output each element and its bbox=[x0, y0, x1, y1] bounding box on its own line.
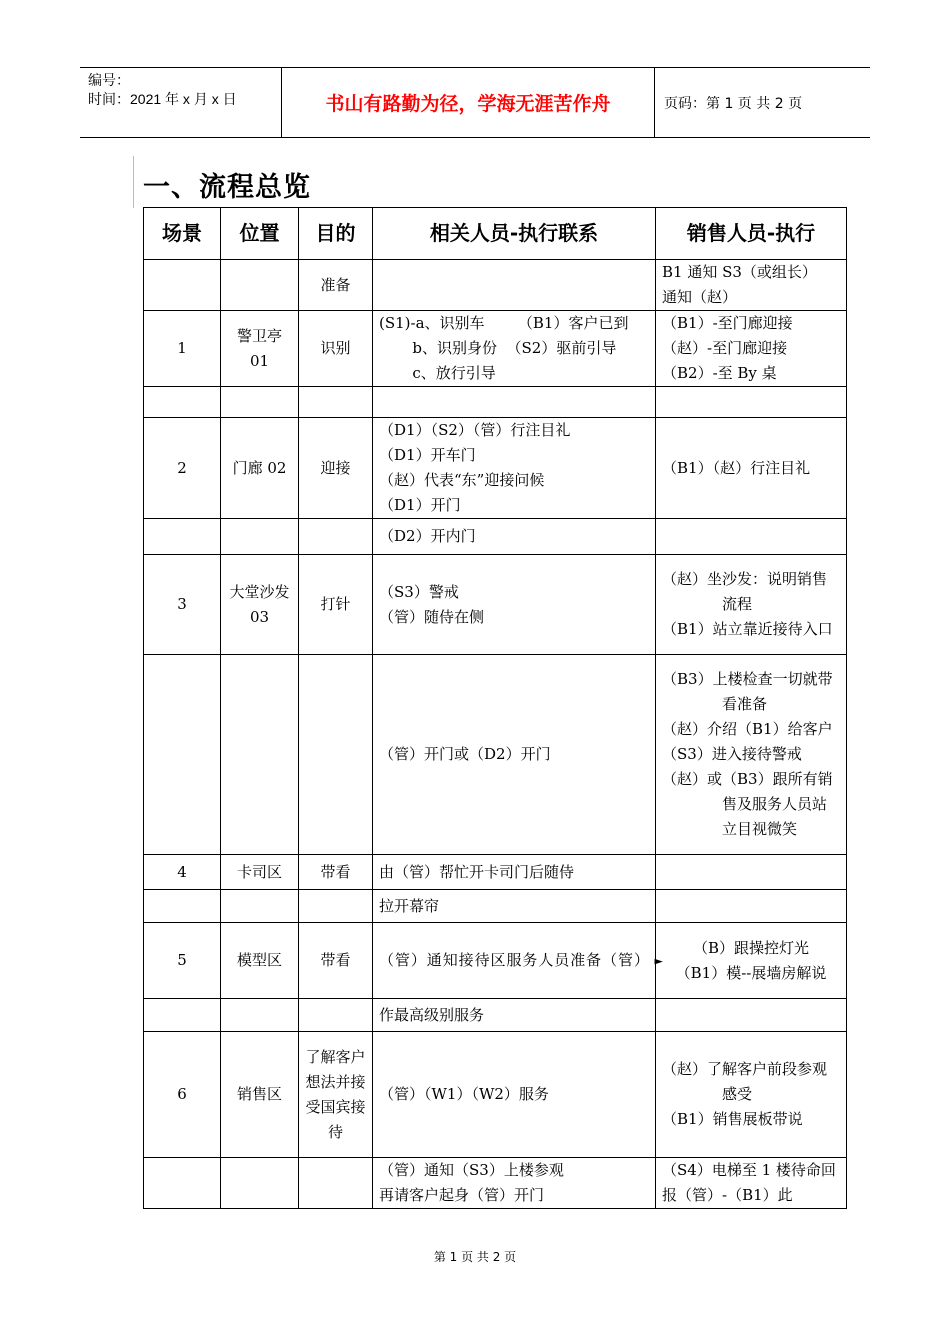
related-line: （管）随侍在侧 bbox=[379, 607, 485, 626]
related-cell bbox=[373, 1158, 656, 1209]
related-line: c、放行引导 bbox=[379, 364, 496, 382]
header-motto: 书山有路勤为径，学海无涯苦作舟 bbox=[282, 68, 655, 137]
scene-cell: 3 bbox=[144, 555, 221, 655]
location-cell bbox=[221, 519, 299, 555]
related-line: （管）通知接待区服务人员准备（管） bbox=[379, 951, 649, 969]
table-row bbox=[144, 655, 847, 855]
sales-cell bbox=[656, 1158, 847, 1209]
related-line: (S1)-a、识别车 （B1）客户已到 bbox=[379, 314, 629, 332]
location-cell bbox=[221, 418, 299, 519]
scene-cell: 1 bbox=[144, 311, 221, 387]
location-cell bbox=[221, 555, 299, 655]
sales-line: （B2）-至 By 桌 bbox=[662, 364, 777, 382]
sales-line: 通知（赵） bbox=[662, 288, 738, 306]
purpose-cell bbox=[299, 999, 373, 1032]
table-row bbox=[144, 418, 847, 519]
col-header-sales: 销售人员-执行 bbox=[656, 208, 847, 260]
table-row bbox=[144, 555, 847, 655]
purpose-cell bbox=[299, 387, 373, 418]
header-meta bbox=[80, 68, 282, 137]
related-line: （赵）代表“东”迎接问候 bbox=[379, 471, 545, 489]
sales-cell bbox=[656, 311, 847, 387]
related-cell bbox=[373, 311, 656, 387]
location-cell bbox=[221, 260, 299, 311]
location-cell bbox=[221, 999, 299, 1032]
sales-cell bbox=[656, 260, 847, 311]
scene-cell bbox=[144, 890, 221, 923]
sales-line: B1 通知 S3（或组长） bbox=[662, 263, 817, 281]
purpose-cell bbox=[299, 890, 373, 923]
scene-cell bbox=[144, 519, 221, 555]
time-label: 时间：2021 年 x 月 x 日 bbox=[88, 91, 237, 107]
sales-line: （S4）电梯至 1 楼待命回报（管）-（B1）此 bbox=[662, 1161, 836, 1204]
table-row bbox=[144, 1032, 847, 1158]
related-cell bbox=[373, 655, 656, 855]
col-header-scene: 场景 bbox=[144, 208, 221, 260]
sales-line: （赵）介绍（B1）给客户 bbox=[662, 720, 833, 738]
scene-cell bbox=[144, 655, 221, 855]
related-cell bbox=[373, 260, 656, 311]
location-cell: 卡司区 bbox=[221, 855, 299, 890]
location-cell: 警卫亭 01 bbox=[221, 311, 299, 387]
table-row bbox=[144, 387, 847, 418]
purpose-cell bbox=[299, 519, 373, 555]
scene-cell: 6 bbox=[144, 1032, 221, 1158]
related-line: （D2）开内门 bbox=[379, 527, 476, 545]
sales-line: （赵）了解客户前段参观感受 bbox=[662, 1060, 828, 1103]
scene-cell: 5 bbox=[144, 923, 221, 999]
location-text: 门廊 02 bbox=[232, 458, 287, 477]
table-row bbox=[144, 890, 847, 923]
location-cell bbox=[221, 387, 299, 418]
purpose-cell: 准备 bbox=[299, 260, 373, 311]
section-title: 一、流程总览 bbox=[143, 172, 311, 203]
arrow-right-icon: ► bbox=[654, 954, 663, 967]
scene-cell: 2 bbox=[144, 418, 221, 519]
related-line: （D1）开车门 bbox=[379, 446, 476, 464]
table-row bbox=[144, 260, 847, 311]
table-row bbox=[144, 1158, 847, 1209]
related-line: 由（管）帮忙开卡司门后随侍 bbox=[379, 862, 575, 881]
related-line: （管）通知（S3）上楼参观 bbox=[379, 1161, 564, 1179]
purpose-cell: 打针 bbox=[299, 555, 373, 655]
related-cell bbox=[373, 1032, 656, 1158]
sales-line: （B1）（赵）行注目礼 bbox=[662, 458, 811, 477]
related-cell bbox=[373, 855, 656, 890]
sales-cell bbox=[656, 855, 847, 890]
related-cell bbox=[373, 890, 656, 923]
scene-cell bbox=[144, 1158, 221, 1209]
page-footer: 第 1 页 共 2 页 bbox=[433, 1250, 517, 1264]
sales-line: （B1）模--展墙房解说 bbox=[675, 963, 827, 982]
sales-line: （B1）-至门廊迎接 bbox=[662, 314, 793, 332]
location-cell: 销售区 bbox=[221, 1032, 299, 1158]
col-header-purpose: 目的 bbox=[299, 208, 373, 260]
purpose-text: 了解客户想法并接受国宾接待 bbox=[305, 1047, 366, 1141]
location-cell bbox=[221, 890, 299, 923]
sales-line: （赵）或（B3）跟所有销售及服务人员站立目视微笑 bbox=[662, 770, 833, 838]
related-cell bbox=[373, 418, 656, 519]
sales-line: （B1）站立靠近接待入口 bbox=[662, 620, 833, 638]
related-line: （D1）开门 bbox=[379, 496, 461, 514]
scene-cell bbox=[144, 999, 221, 1032]
flow-table bbox=[143, 207, 847, 1209]
sales-line: （赵）-至门廊迎接 bbox=[662, 339, 788, 357]
section-marker-line bbox=[133, 156, 134, 208]
scene-cell bbox=[144, 260, 221, 311]
sales-cell bbox=[656, 1032, 847, 1158]
sales-cell bbox=[656, 923, 847, 999]
sales-line: （B3）上楼检查一切就带看准备 bbox=[662, 670, 833, 713]
location-cell bbox=[221, 655, 299, 855]
related-cell bbox=[373, 555, 656, 655]
table-row bbox=[144, 999, 847, 1032]
table-row bbox=[144, 855, 847, 890]
purpose-cell: 迎接 bbox=[299, 418, 373, 519]
number-label: 编号： bbox=[88, 72, 130, 88]
scene-cell bbox=[144, 387, 221, 418]
related-line: （D1）（S2）（管）行注目礼 bbox=[379, 421, 571, 439]
col-header-related: 相关人员-执行联系 bbox=[373, 208, 656, 260]
purpose-cell: 带看 bbox=[299, 923, 373, 999]
header-page-label: 页码：第 1 页 共 2 页 bbox=[664, 95, 803, 112]
sales-cell bbox=[656, 555, 847, 655]
table-row bbox=[144, 923, 847, 999]
related-line: 再请客户起身（管）开门 bbox=[379, 1186, 545, 1204]
sales-line: （S3）进入接待警戒 bbox=[662, 745, 802, 763]
sales-line: （B）跟操控灯光 bbox=[692, 938, 810, 957]
related-line: 拉开幕帘 bbox=[379, 896, 440, 915]
sales-cell bbox=[656, 519, 847, 555]
purpose-cell bbox=[299, 1032, 373, 1158]
related-line: b、识别身份 （S2）驱前引导 bbox=[379, 339, 617, 357]
related-line: （管）开门或（D2）开门 bbox=[379, 745, 551, 763]
related-line: （S3）警戒 bbox=[379, 582, 459, 601]
related-cell bbox=[373, 923, 663, 999]
purpose-cell bbox=[299, 1158, 373, 1209]
col-header-location: 位置 bbox=[221, 208, 299, 260]
scene-cell: 4 bbox=[144, 855, 221, 890]
sales-cell bbox=[656, 655, 847, 855]
sales-line: （B1）销售展板带说 bbox=[662, 1110, 803, 1128]
related-cell bbox=[373, 387, 656, 418]
table-row bbox=[144, 311, 847, 387]
related-cell bbox=[373, 519, 656, 555]
related-cell bbox=[373, 999, 656, 1032]
sales-cell bbox=[656, 999, 847, 1032]
purpose-cell: 识别 bbox=[299, 311, 373, 387]
related-line: 作最高级别服务 bbox=[379, 1005, 485, 1024]
purpose-cell bbox=[299, 655, 373, 855]
location-cell bbox=[221, 1158, 299, 1209]
sales-cell bbox=[656, 387, 847, 418]
sales-cell bbox=[656, 418, 847, 519]
sales-line: （赵）坐沙发：说明销售流程 bbox=[662, 570, 828, 613]
location-cell: 模型区 bbox=[221, 923, 299, 999]
sales-cell bbox=[656, 890, 847, 923]
table-header-row bbox=[144, 208, 847, 260]
related-line: （管）（W1）（W2）服务 bbox=[379, 1085, 549, 1103]
table-row bbox=[144, 519, 847, 555]
location-text: 大堂沙发 03 bbox=[229, 582, 290, 626]
purpose-cell: 带看 bbox=[299, 855, 373, 890]
document-header bbox=[80, 67, 870, 138]
